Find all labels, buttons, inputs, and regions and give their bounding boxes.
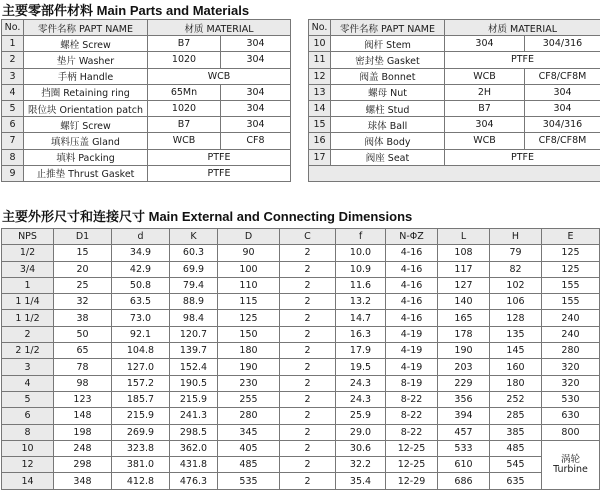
dims-cell: 230	[218, 375, 280, 391]
dims-cell: 73.0	[112, 310, 170, 326]
part-material-2: 304/316	[525, 36, 600, 52]
dims-cell: 19.5	[336, 359, 386, 375]
dims-cell: 157.2	[112, 375, 170, 391]
dims-cell: 102	[490, 277, 542, 293]
parts-row	[2, 133, 291, 149]
dims-cell: 800	[542, 424, 600, 440]
dims-cell: 123	[54, 391, 112, 407]
dims-cell: 12-29	[386, 473, 438, 489]
dims-cell: 79	[490, 245, 542, 261]
dims-cell: 180	[490, 375, 542, 391]
dims-cell: 34.9	[112, 245, 170, 261]
nps-cell: 2 1/2	[2, 343, 54, 359]
part-no: 2	[2, 52, 24, 68]
part-no: 12	[309, 68, 331, 84]
part-material-2: 304	[221, 52, 291, 68]
dims-cell: 104.8	[112, 343, 170, 359]
part-no: 9	[2, 165, 24, 181]
dims-cell: 145	[490, 343, 542, 359]
part-material-1: B7	[445, 100, 525, 116]
dims-cell: 280	[218, 408, 280, 424]
dims-cell: 248	[54, 440, 112, 456]
dims-cell: 4-19	[386, 359, 438, 375]
dims-cell: 139.7	[170, 343, 218, 359]
dims-cell: 140	[438, 294, 490, 310]
dims-cell: 25.9	[336, 408, 386, 424]
part-name: 垫片 Washer	[24, 52, 148, 68]
part-material-2: 304	[221, 100, 291, 116]
nps-cell: 10	[2, 440, 54, 456]
dims-cell: 298	[54, 457, 112, 473]
part-material-1: B7	[148, 117, 221, 133]
dims-cell: 2	[280, 457, 336, 473]
dims-row	[2, 424, 600, 440]
dims-cell: 117	[438, 261, 490, 277]
part-no: 11	[309, 52, 331, 68]
part-no: 6	[2, 117, 24, 133]
part-material-2: 304	[525, 100, 600, 116]
dims-cell: 30.6	[336, 440, 386, 456]
dims-cell: 8-22	[386, 391, 438, 407]
dims-cell: 160	[490, 359, 542, 375]
dims-cell: 98.4	[170, 310, 218, 326]
part-no: 5	[2, 100, 24, 116]
parts-table-left	[1, 19, 291, 182]
dims-row	[2, 277, 600, 293]
dims-header-cell: d	[112, 229, 170, 245]
parts-header-row	[2, 20, 291, 36]
dims-row	[2, 473, 600, 489]
part-name: 螺柱 Stud	[331, 100, 445, 116]
nps-cell: 1/2	[2, 245, 54, 261]
dims-cell: 25	[54, 277, 112, 293]
part-no: 15	[309, 117, 331, 133]
part-name: 阀杆 Stem	[331, 36, 445, 52]
parts-header-row	[309, 20, 600, 36]
dims-cell: 82	[490, 261, 542, 277]
dims-cell: 285	[490, 408, 542, 424]
dims-cell: 280	[542, 343, 600, 359]
dims-cell: 255	[218, 391, 280, 407]
dims-cell: 2	[280, 375, 336, 391]
dims-row	[2, 440, 600, 456]
nps-cell: 3	[2, 359, 54, 375]
dims-cell: 630	[542, 408, 600, 424]
dims-row	[2, 294, 600, 310]
dims-cell: 24.3	[336, 375, 386, 391]
dims-cell: 13.2	[336, 294, 386, 310]
dims-cell: 4-19	[386, 343, 438, 359]
part-material-1: 2H	[445, 84, 525, 100]
parts-row	[309, 36, 600, 52]
parts-row	[309, 133, 600, 149]
part-name: 填料压盖 Gland	[24, 133, 148, 149]
dims-cell: 10.9	[336, 261, 386, 277]
dims-cell: 29.0	[336, 424, 386, 440]
dims-cell: 100	[218, 261, 280, 277]
nps-cell: 6	[2, 408, 54, 424]
part-material-1: 304	[445, 36, 525, 52]
dims-header-cell: E	[542, 229, 600, 245]
header-material: 材质 MATERIAL	[445, 20, 600, 36]
part-material: PTFE	[148, 165, 291, 181]
part-material-2: 304	[221, 117, 291, 133]
part-name: 螺栓 Screw	[24, 36, 148, 52]
part-material: PTFE	[445, 149, 600, 165]
parts-filler-row	[309, 165, 600, 181]
dims-row	[2, 245, 600, 261]
dims-cell: 4-16	[386, 277, 438, 293]
part-name: 止推垫 Thrust Gasket	[24, 165, 148, 181]
part-no: 8	[2, 149, 24, 165]
dims-cell: 2	[280, 310, 336, 326]
dims-cell: 24.3	[336, 391, 386, 407]
dims-row	[2, 408, 600, 424]
dims-cell: 127	[438, 277, 490, 293]
dims-cell: 686	[438, 473, 490, 489]
dims-cell: 348	[54, 473, 112, 489]
dims-cell: 152.4	[170, 359, 218, 375]
dims-cell: 4-16	[386, 310, 438, 326]
dims-cell: 362.0	[170, 440, 218, 456]
parts-row	[309, 52, 600, 68]
dims-cell: 108	[438, 245, 490, 261]
dims-cell: 252	[490, 391, 542, 407]
part-material-2: 304	[221, 84, 291, 100]
part-no: 7	[2, 133, 24, 149]
dims-row	[2, 359, 600, 375]
part-name: 阀盖 Bonnet	[331, 68, 445, 84]
dimensions-table	[1, 228, 600, 490]
dims-cell: 16.3	[336, 326, 386, 342]
nps-cell: 1 1/4	[2, 294, 54, 310]
dims-title: 主要外形尺寸和连接尺寸 Main External and Connecting Dimensions	[2, 209, 413, 224]
part-material-2: 304	[525, 84, 600, 100]
part-name: 填料 Packing	[24, 149, 148, 165]
dims-cell: 2	[280, 261, 336, 277]
parts-title: 主要零部件材料 Main Parts and Materials	[2, 3, 250, 18]
dims-cell: 2	[280, 343, 336, 359]
dims-cell: 2	[280, 294, 336, 310]
parts-row	[2, 84, 291, 100]
turbine-cn: 涡轮	[560, 453, 580, 465]
dims-cell: 8-22	[386, 424, 438, 440]
parts-row	[2, 149, 291, 165]
dims-cell: 345	[218, 424, 280, 440]
dims-cell: 14.7	[336, 310, 386, 326]
dims-cell: 106	[490, 294, 542, 310]
dims-cell: 180	[218, 343, 280, 359]
dims-cell: 110	[218, 277, 280, 293]
dims-cell: 4-16	[386, 294, 438, 310]
dims-cell: 385	[490, 424, 542, 440]
part-material-1: WCB	[445, 68, 525, 84]
dims-cell: 610	[438, 457, 490, 473]
dims-cell: 412.8	[112, 473, 170, 489]
part-material-1: 304	[445, 117, 525, 133]
dims-cell: 394	[438, 408, 490, 424]
dims-cell: 485	[218, 457, 280, 473]
dims-cell: 2	[280, 408, 336, 424]
filler-cell	[309, 165, 600, 181]
part-name: 密封垫 Gasket	[331, 52, 445, 68]
dims-row	[2, 310, 600, 326]
dims-cell: 323.8	[112, 440, 170, 456]
part-name: 球体 Ball	[331, 117, 445, 133]
dims-cell: 150	[218, 326, 280, 342]
part-material-2: CF8	[221, 133, 291, 149]
parts-row	[309, 100, 600, 116]
dims-cell: 530	[542, 391, 600, 407]
header-part-name: 零件名称 PAPT NAME	[24, 20, 148, 36]
parts-row	[2, 36, 291, 52]
part-name: 阀体 Body	[331, 133, 445, 149]
dims-cell: 20	[54, 261, 112, 277]
parts-row	[309, 117, 600, 133]
part-material-2: 304	[221, 36, 291, 52]
dims-cell: 2	[280, 391, 336, 407]
part-material-1: B7	[148, 36, 221, 52]
dims-cell: 125	[218, 310, 280, 326]
dims-cell: 2	[280, 359, 336, 375]
dims-cell: 12-25	[386, 457, 438, 473]
dims-cell: 198	[54, 424, 112, 440]
part-no: 14	[309, 100, 331, 116]
dims-cell: 78	[54, 359, 112, 375]
parts-row	[309, 68, 600, 84]
turbine-cell	[542, 440, 600, 489]
dims-cell: 320	[542, 375, 600, 391]
dims-cell: 12-25	[386, 440, 438, 456]
dims-cell: 190.5	[170, 375, 218, 391]
dims-header-cell: L	[438, 229, 490, 245]
dims-cell: 229	[438, 375, 490, 391]
dims-cell: 356	[438, 391, 490, 407]
dims-cell: 50	[54, 326, 112, 342]
part-material-1: 1020	[148, 100, 221, 116]
dims-cell: 42.9	[112, 261, 170, 277]
part-material-2: 304/316	[525, 117, 600, 133]
turbine-en: Turbine	[553, 463, 588, 475]
dims-cell: 2	[280, 424, 336, 440]
dims-cell: 190	[438, 343, 490, 359]
parts-row	[309, 149, 600, 165]
dims-cell: 63.5	[112, 294, 170, 310]
dims-cell: 269.9	[112, 424, 170, 440]
header-material: 材质 MATERIAL	[148, 20, 291, 36]
dims-cell: 241.3	[170, 408, 218, 424]
part-name: 限位块 Orientation patch	[24, 100, 148, 116]
dims-header-row	[2, 229, 600, 245]
part-no: 4	[2, 84, 24, 100]
part-material-1: 1020	[148, 52, 221, 68]
header-no: No.	[2, 20, 24, 36]
nps-cell: 8	[2, 424, 54, 440]
dims-cell: 4-16	[386, 261, 438, 277]
dims-cell: 65	[54, 343, 112, 359]
dims-cell: 90	[218, 245, 280, 261]
part-material-1: WCB	[445, 133, 525, 149]
dims-row	[2, 326, 600, 342]
part-name: 挡圈 Retaining ring	[24, 84, 148, 100]
part-no: 3	[2, 68, 24, 84]
dims-cell: 11.6	[336, 277, 386, 293]
dims-row	[2, 261, 600, 277]
part-no: 10	[309, 36, 331, 52]
dims-cell: 485	[490, 440, 542, 456]
dims-cell: 240	[542, 326, 600, 342]
dims-cell: 35.4	[336, 473, 386, 489]
dims-cell: 15	[54, 245, 112, 261]
parts-row	[2, 100, 291, 116]
dims-cell: 127.0	[112, 359, 170, 375]
dims-header-cell: N-ΦZ	[386, 229, 438, 245]
dims-cell: 203	[438, 359, 490, 375]
part-material: WCB	[148, 68, 291, 84]
dims-cell: 32.2	[336, 457, 386, 473]
dims-cell: 115	[218, 294, 280, 310]
dims-cell: 88.9	[170, 294, 218, 310]
dims-cell: 2	[280, 440, 336, 456]
nps-cell: 3/4	[2, 261, 54, 277]
part-material-2: CF8/CF8M	[525, 68, 600, 84]
header-no: No.	[309, 20, 331, 36]
header-part-name: 零件名称 PAPT NAME	[331, 20, 445, 36]
dims-cell: 535	[218, 473, 280, 489]
dims-cell: 545	[490, 457, 542, 473]
part-no: 17	[309, 149, 331, 165]
dims-cell: 79.4	[170, 277, 218, 293]
dims-header-cell: f	[336, 229, 386, 245]
dims-cell: 32	[54, 294, 112, 310]
part-name: 螺母 Nut	[331, 84, 445, 100]
dims-cell: 320	[542, 359, 600, 375]
dims-header-cell: K	[170, 229, 218, 245]
dims-cell: 2	[280, 245, 336, 261]
dims-cell: 178	[438, 326, 490, 342]
dims-cell: 4-16	[386, 245, 438, 261]
part-material-1: WCB	[148, 133, 221, 149]
dims-cell: 215.9	[112, 408, 170, 424]
dims-cell: 298.5	[170, 424, 218, 440]
dims-cell: 125	[542, 261, 600, 277]
parts-row	[2, 68, 291, 84]
dims-cell: 165	[438, 310, 490, 326]
parts-row	[309, 84, 600, 100]
dims-cell: 635	[490, 473, 542, 489]
parts-row	[2, 52, 291, 68]
dims-row	[2, 391, 600, 407]
dims-header-cell: D	[218, 229, 280, 245]
dims-header-cell: C	[280, 229, 336, 245]
dims-row	[2, 457, 600, 473]
parts-row	[2, 117, 291, 133]
dims-cell: 125	[542, 245, 600, 261]
dims-cell: 50.8	[112, 277, 170, 293]
dims-cell: 431.8	[170, 457, 218, 473]
dims-cell: 190	[218, 359, 280, 375]
dims-cell: 2	[280, 473, 336, 489]
nps-cell: 4	[2, 375, 54, 391]
parts-row	[2, 165, 291, 181]
part-name: 手柄 Handle	[24, 68, 148, 84]
dims-header-cell: H	[490, 229, 542, 245]
nps-cell: 12	[2, 457, 54, 473]
dims-cell: 405	[218, 440, 280, 456]
nps-cell: 1	[2, 277, 54, 293]
parts-table-right	[308, 19, 600, 182]
dims-cell: 215.9	[170, 391, 218, 407]
dims-row	[2, 343, 600, 359]
dims-cell: 17.9	[336, 343, 386, 359]
dims-cell: 128	[490, 310, 542, 326]
part-material: PTFE	[445, 52, 600, 68]
part-material: PTFE	[148, 149, 291, 165]
part-no: 16	[309, 133, 331, 149]
dims-cell: 148	[54, 408, 112, 424]
dims-cell: 98	[54, 375, 112, 391]
dims-cell: 381.0	[112, 457, 170, 473]
dims-cell: 476.3	[170, 473, 218, 489]
part-name: 阀座 Seat	[331, 149, 445, 165]
dims-cell: 8-22	[386, 408, 438, 424]
dims-cell: 120.7	[170, 326, 218, 342]
nps-cell: 14	[2, 473, 54, 489]
dims-header-cell: D1	[54, 229, 112, 245]
dims-cell: 135	[490, 326, 542, 342]
dims-cell: 8-19	[386, 375, 438, 391]
part-material-1: 65Mn	[148, 84, 221, 100]
dims-cell: 2	[280, 277, 336, 293]
part-no: 13	[309, 84, 331, 100]
dims-cell: 38	[54, 310, 112, 326]
part-no: 1	[2, 36, 24, 52]
dims-cell: 155	[542, 294, 600, 310]
nps-cell: 1 1/2	[2, 310, 54, 326]
dims-cell: 10.0	[336, 245, 386, 261]
dims-cell: 69.9	[170, 261, 218, 277]
dims-cell: 2	[280, 326, 336, 342]
dims-cell: 4-19	[386, 326, 438, 342]
dims-cell: 533	[438, 440, 490, 456]
part-name: 螺钉 Screw	[24, 117, 148, 133]
dims-cell: 240	[542, 310, 600, 326]
nps-cell: 2	[2, 326, 54, 342]
dims-cell: 457	[438, 424, 490, 440]
dims-cell: 155	[542, 277, 600, 293]
dims-row	[2, 375, 600, 391]
nps-cell: 5	[2, 391, 54, 407]
dims-cell: 92.1	[112, 326, 170, 342]
dims-cell: 60.3	[170, 245, 218, 261]
part-material-2: CF8/CF8M	[525, 133, 600, 149]
dims-cell: 185.7	[112, 391, 170, 407]
dims-header-cell: NPS	[2, 229, 54, 245]
